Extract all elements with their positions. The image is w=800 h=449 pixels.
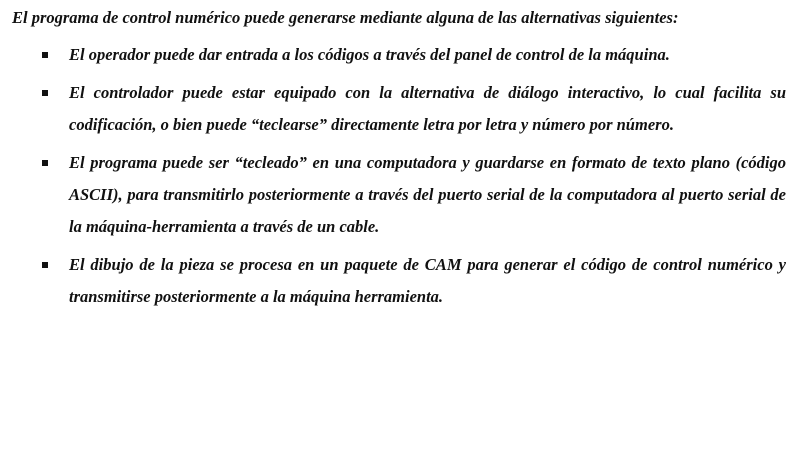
intro-paragraph: El programa de control numérico puede generarse mediante alguna de las alternativas siguientes: bbox=[12, 8, 679, 27]
list-item-text: El controlador puede estar equipado con la alternativa de diálogo interactivo, lo cual facilita su codificación, o bien puede “teclearse” directamente letra por letra y número por número. bbox=[69, 83, 786, 134]
list-item bbox=[12, 249, 786, 313]
list-item-text: El operador puede dar entrada a los códigos a través del panel de control de la máquina. bbox=[69, 45, 670, 64]
square-bullet-icon bbox=[42, 52, 48, 58]
alternatives-list bbox=[12, 39, 786, 313]
list-item bbox=[12, 39, 786, 71]
list-item bbox=[12, 147, 786, 243]
square-bullet-icon bbox=[42, 160, 48, 166]
list-item-text: El programa puede ser “tecleado” en una computadora y guardarse en formato de texto plano (código ASCII), para transmitirlo posteriormente a través del puerto serial de la computadora al puerto serial de la máquina-herramienta a través de un cable. bbox=[69, 153, 786, 236]
square-bullet-icon bbox=[42, 90, 48, 96]
square-bullet-icon bbox=[42, 262, 48, 268]
list-item bbox=[12, 77, 786, 141]
list-item-text: El dibujo de la pieza se procesa en un paquete de CAM para generar el código de control numérico y transmitirse posteriormente a la máquina herramienta. bbox=[69, 255, 786, 306]
